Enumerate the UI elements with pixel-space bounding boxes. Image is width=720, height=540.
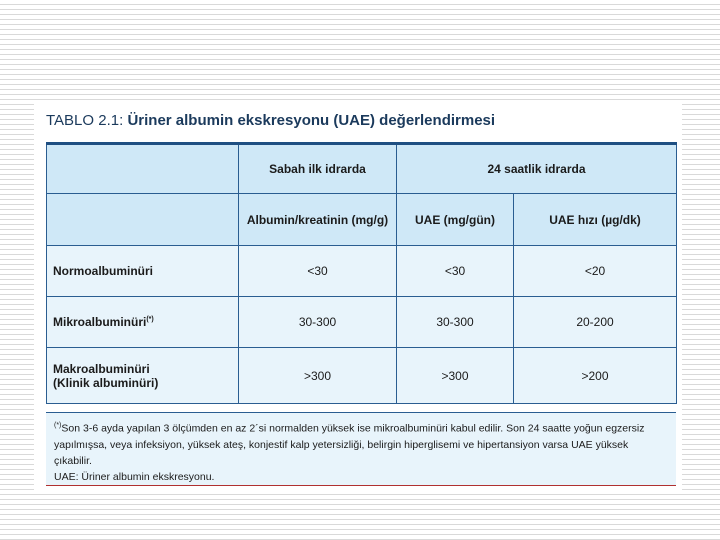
table-row [47, 246, 677, 297]
footnote-marker: (*) [54, 422, 62, 429]
table-cell: >200 [514, 348, 677, 404]
slide [34, 100, 682, 490]
table-column-header-row [47, 194, 677, 246]
row-label-text: Mikroalbuminüri [53, 315, 147, 329]
column-header-uae-rate: UAE hızı (µg/dk) [514, 194, 677, 246]
table-group-header-row [47, 144, 677, 194]
uae-table [46, 142, 677, 404]
row-label [47, 348, 239, 404]
footnote [54, 418, 668, 469]
empty-header-cell [47, 144, 239, 194]
group-header-24h: 24 saatlik idrarda [397, 144, 677, 194]
footnote-marker: (*) [146, 316, 154, 323]
table-cell: <30 [239, 246, 397, 297]
table-cell: 30-300 [397, 297, 514, 348]
table-cell: 30-300 [239, 297, 397, 348]
row-label-subtext: (Klinik albuminüri) [53, 375, 159, 390]
table-number: TABLO 2.1: [46, 112, 124, 129]
table-notes [46, 412, 676, 486]
abbreviation-note: UAE: Üriner albumin ekskresyonu. [54, 470, 215, 483]
row-label-text: Normoalbuminüri [53, 264, 154, 278]
column-header-albumin-creatinine: Albumin/kreatinin (mg/g) [239, 194, 397, 246]
empty-header-cell [47, 194, 239, 246]
table-cell: <30 [397, 246, 514, 297]
table-cell: 20-200 [514, 297, 677, 348]
table-title-text: Üriner albumin ekskresyonu (UAE) değerlendirmesi [127, 112, 496, 129]
table-title [46, 112, 495, 129]
row-label [47, 246, 239, 297]
row-label-text: Makroalbuminüri [53, 361, 150, 376]
row-label [47, 297, 239, 348]
footnote-text: Son 3-6 ayda yapılan 3 ölçümden en az 2´si normalden yüksek ise mikroalbuminüri kabul edilir. Son 24 saatte yoğun egzersiz yapılmışsa, veya infeksiyon, yüksek ateş, konjestif kalp yetersizliği, belirgin hiperglisemi ve hipertansiyon varsa UAE yüksek çıkabilir. [54, 422, 645, 467]
table-row [47, 297, 677, 348]
group-header-morning: Sabah ilk idrarda [239, 144, 397, 194]
table-row [47, 348, 677, 404]
column-header-uae: UAE (mg/gün) [397, 194, 514, 246]
table-cell: <20 [514, 246, 677, 297]
table-cell: >300 [397, 348, 514, 404]
table-cell: >300 [239, 348, 397, 404]
